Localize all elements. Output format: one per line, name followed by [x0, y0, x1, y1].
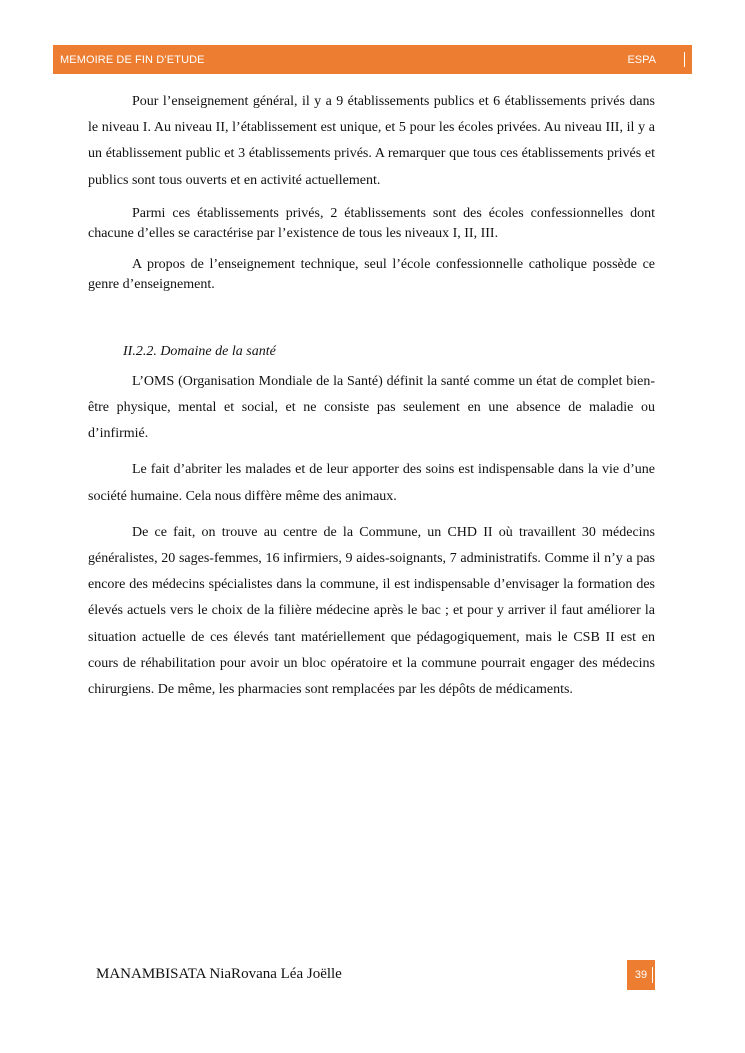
- paragraph-private-schools: Parmi ces établissements privés, 2 établissements sont des écoles confessionnelles dont chacune d’elles se caractérise par l’existence de tous les niveaux I, II, III.: [88, 205, 655, 242]
- paragraph-care: Le fait d’abriter les malades et de leur apporter des soins est indispensable dans la vie d’une société humaine. Cela nous diffère même des animaux.: [88, 462, 655, 504]
- document-body: [88, 89, 655, 703]
- paragraph-who-definition: L’OMS (Organisation Mondiale de la Santé) définit la santé comme un état de complet bien-être physique, mental et social, et ne consiste pas seulement en une absence de maladie ou d’infirmié.: [88, 373, 655, 442]
- footer-author: MANAMBISATA NiaRovana Léa Joëlle: [96, 966, 342, 982]
- page-badge-divider: [652, 967, 653, 983]
- page-number-badge: [627, 960, 655, 990]
- header-divider: [684, 52, 685, 67]
- page-number: 39: [634, 969, 648, 981]
- header-title: MEMOIRE DE FIN D’ETUDE: [60, 54, 205, 66]
- paragraph-general-education: Pour l’enseignement général, il y a 9 établissements publics et 6 établissements privés dans le niveau I. Au niveau II, l’établissement est unique, et 5 pour les écoles privées. Au niveau III, il y a un établissement public et 3 établissements privés. A remarquer que tous ces établissements privés et publics sont tous ouverts et en activité actuellement.: [88, 94, 655, 188]
- header-institution: ESPA: [627, 54, 656, 66]
- section-heading-health: II.2.2. Domaine de la santé: [123, 343, 276, 359]
- paragraph-technical-education: A propos de l’enseignement technique, seul l’école confessionnelle catholique possède ce genre d’enseignement.: [88, 256, 655, 293]
- page-header: [53, 45, 692, 74]
- paragraph-chd-staff: De ce fait, on trouve au centre de la Commune, un CHD II où travaillent 30 médecins généralistes, 20 sages-femmes, 16 infirmiers, 9 aides-soignants, 7 administratifs. Comme il n’y a pas encore des médecins spécialistes dans la commune, il est indispensable d’envisager la formation des élevés actuels vers le choix de la filière médecine après le bac ; et pour y arriver il faut améliorer la situation actuelle de ces élevés tant matériellement que pédagogiquement, mais le CSB II est en cours de réhabilitation pour avoir un bloc opératoire et la commune pourrait engager des médecins chirurgiens. De même, les pharmacies sont remplacées par les dépôts de médicaments.: [88, 524, 655, 698]
